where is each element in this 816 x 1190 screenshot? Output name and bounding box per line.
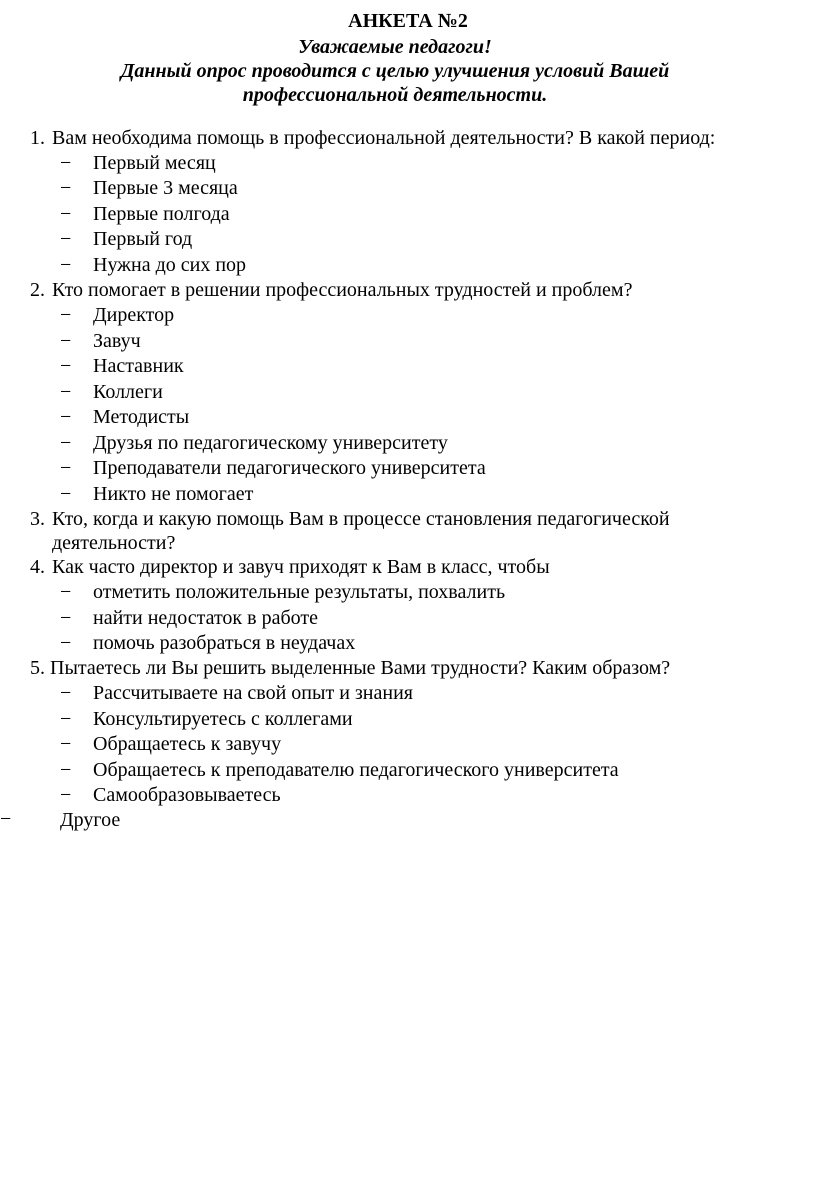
dash-marker: − (60, 581, 72, 603)
option (60, 431, 448, 456)
question-text: Вам необходима помощь в профессиональной деятельности? В какой период: (52, 127, 716, 149)
dash-marker: − (60, 203, 72, 225)
question-2 (30, 278, 632, 303)
option-text: Коллеги (93, 381, 163, 403)
question-text: Кто помогает в решении профессиональных трудностей и проблем? (52, 279, 633, 301)
question-4 (30, 555, 550, 580)
option (60, 783, 281, 808)
intro-line-1: Данный опрос проводится с целью улучшения условий Вашей (120, 60, 670, 82)
option (60, 227, 192, 252)
option (60, 354, 184, 379)
option-text: Самообразовываетесь (93, 784, 281, 806)
option (60, 606, 318, 631)
dash-marker: − (60, 381, 72, 403)
page-title: АНКЕТА №2 (348, 10, 468, 32)
option (60, 681, 413, 706)
question-text: Пытаетесь ли Вы решить выделенные Вами трудности? Каким образом? (50, 657, 671, 679)
dash-marker: − (60, 304, 72, 326)
dash-marker: − (60, 784, 72, 806)
option-text: Первые полгода (93, 203, 230, 225)
question-number: 5. (30, 657, 45, 679)
dash-marker: − (60, 406, 72, 428)
intro-line-2: профессиональной деятельности. (242, 84, 548, 106)
option (60, 151, 216, 176)
dash-marker: − (60, 177, 72, 199)
question-3 (30, 507, 670, 532)
option (60, 303, 174, 328)
option (60, 176, 238, 201)
option (60, 758, 619, 783)
dash-marker: − (60, 759, 72, 781)
option-text: Первые 3 месяца (93, 177, 238, 199)
option-text: помочь разобраться в неудачах (93, 632, 356, 654)
question-number: 3. (30, 508, 45, 530)
question-5 (30, 656, 670, 681)
dash-marker: − (60, 682, 72, 704)
option-text: Завуч (93, 330, 141, 352)
option (60, 202, 230, 227)
option-text: Обращаетесь к завучу (93, 733, 282, 755)
question-number: 2. (30, 279, 45, 301)
option-text: Друзья по педагогическому университету (93, 432, 448, 454)
option (60, 405, 189, 430)
option (60, 732, 281, 757)
option (60, 253, 246, 278)
dash-marker: − (60, 432, 72, 454)
dash-marker: − (60, 152, 72, 174)
option (60, 631, 355, 656)
option (60, 380, 163, 405)
option-text: Преподаватели педагогического университета (93, 457, 486, 479)
option (60, 482, 253, 507)
question-number: 4. (30, 556, 45, 578)
option-text: отметить положительные результаты, похвалить (93, 581, 506, 603)
dash-marker: − (60, 355, 72, 377)
option-text: Методисты (93, 406, 190, 428)
question-text-continuation: деятельности? (52, 532, 176, 554)
option-text: Первый месяц (93, 152, 216, 174)
dash-marker: − (60, 708, 72, 730)
question-1 (30, 126, 715, 151)
dash-marker: − (60, 483, 72, 505)
dash-marker: − (0, 808, 12, 830)
greeting: Уважаемые педагоги! (298, 36, 492, 58)
question-text: Как часто директор и завуч приходят к Вам в класс, чтобы (52, 556, 550, 578)
question-text: Кто, когда и какую помощь Вам в процессе становления педагогической (52, 508, 670, 530)
option-text: Первый год (93, 228, 193, 250)
dash-marker: − (60, 254, 72, 276)
option-text: найти недостаток в работе (93, 607, 318, 629)
option-text: Обращаетесь к преподавателю педагогического университета (93, 759, 619, 781)
option-text: Никто не помогает (93, 483, 254, 505)
option-text: Консультируетесь с коллегами (93, 708, 353, 730)
dash-marker: − (60, 330, 72, 352)
option-text: Рассчитываете на свой опыт и знания (93, 682, 413, 704)
option (60, 329, 141, 354)
option-other: Другое (60, 809, 121, 831)
option-text: Нужна до сих пор (93, 254, 247, 276)
dash-marker: − (60, 228, 72, 250)
option (60, 580, 505, 605)
option-text: Наставник (93, 355, 184, 377)
option (60, 707, 353, 732)
option-text: Директор (93, 304, 175, 326)
dash-marker: − (60, 457, 72, 479)
dash-marker: − (60, 632, 72, 654)
dash-marker: − (60, 733, 72, 755)
option (60, 456, 486, 481)
dash-marker: − (60, 607, 72, 629)
question-number: 1. (30, 127, 45, 149)
